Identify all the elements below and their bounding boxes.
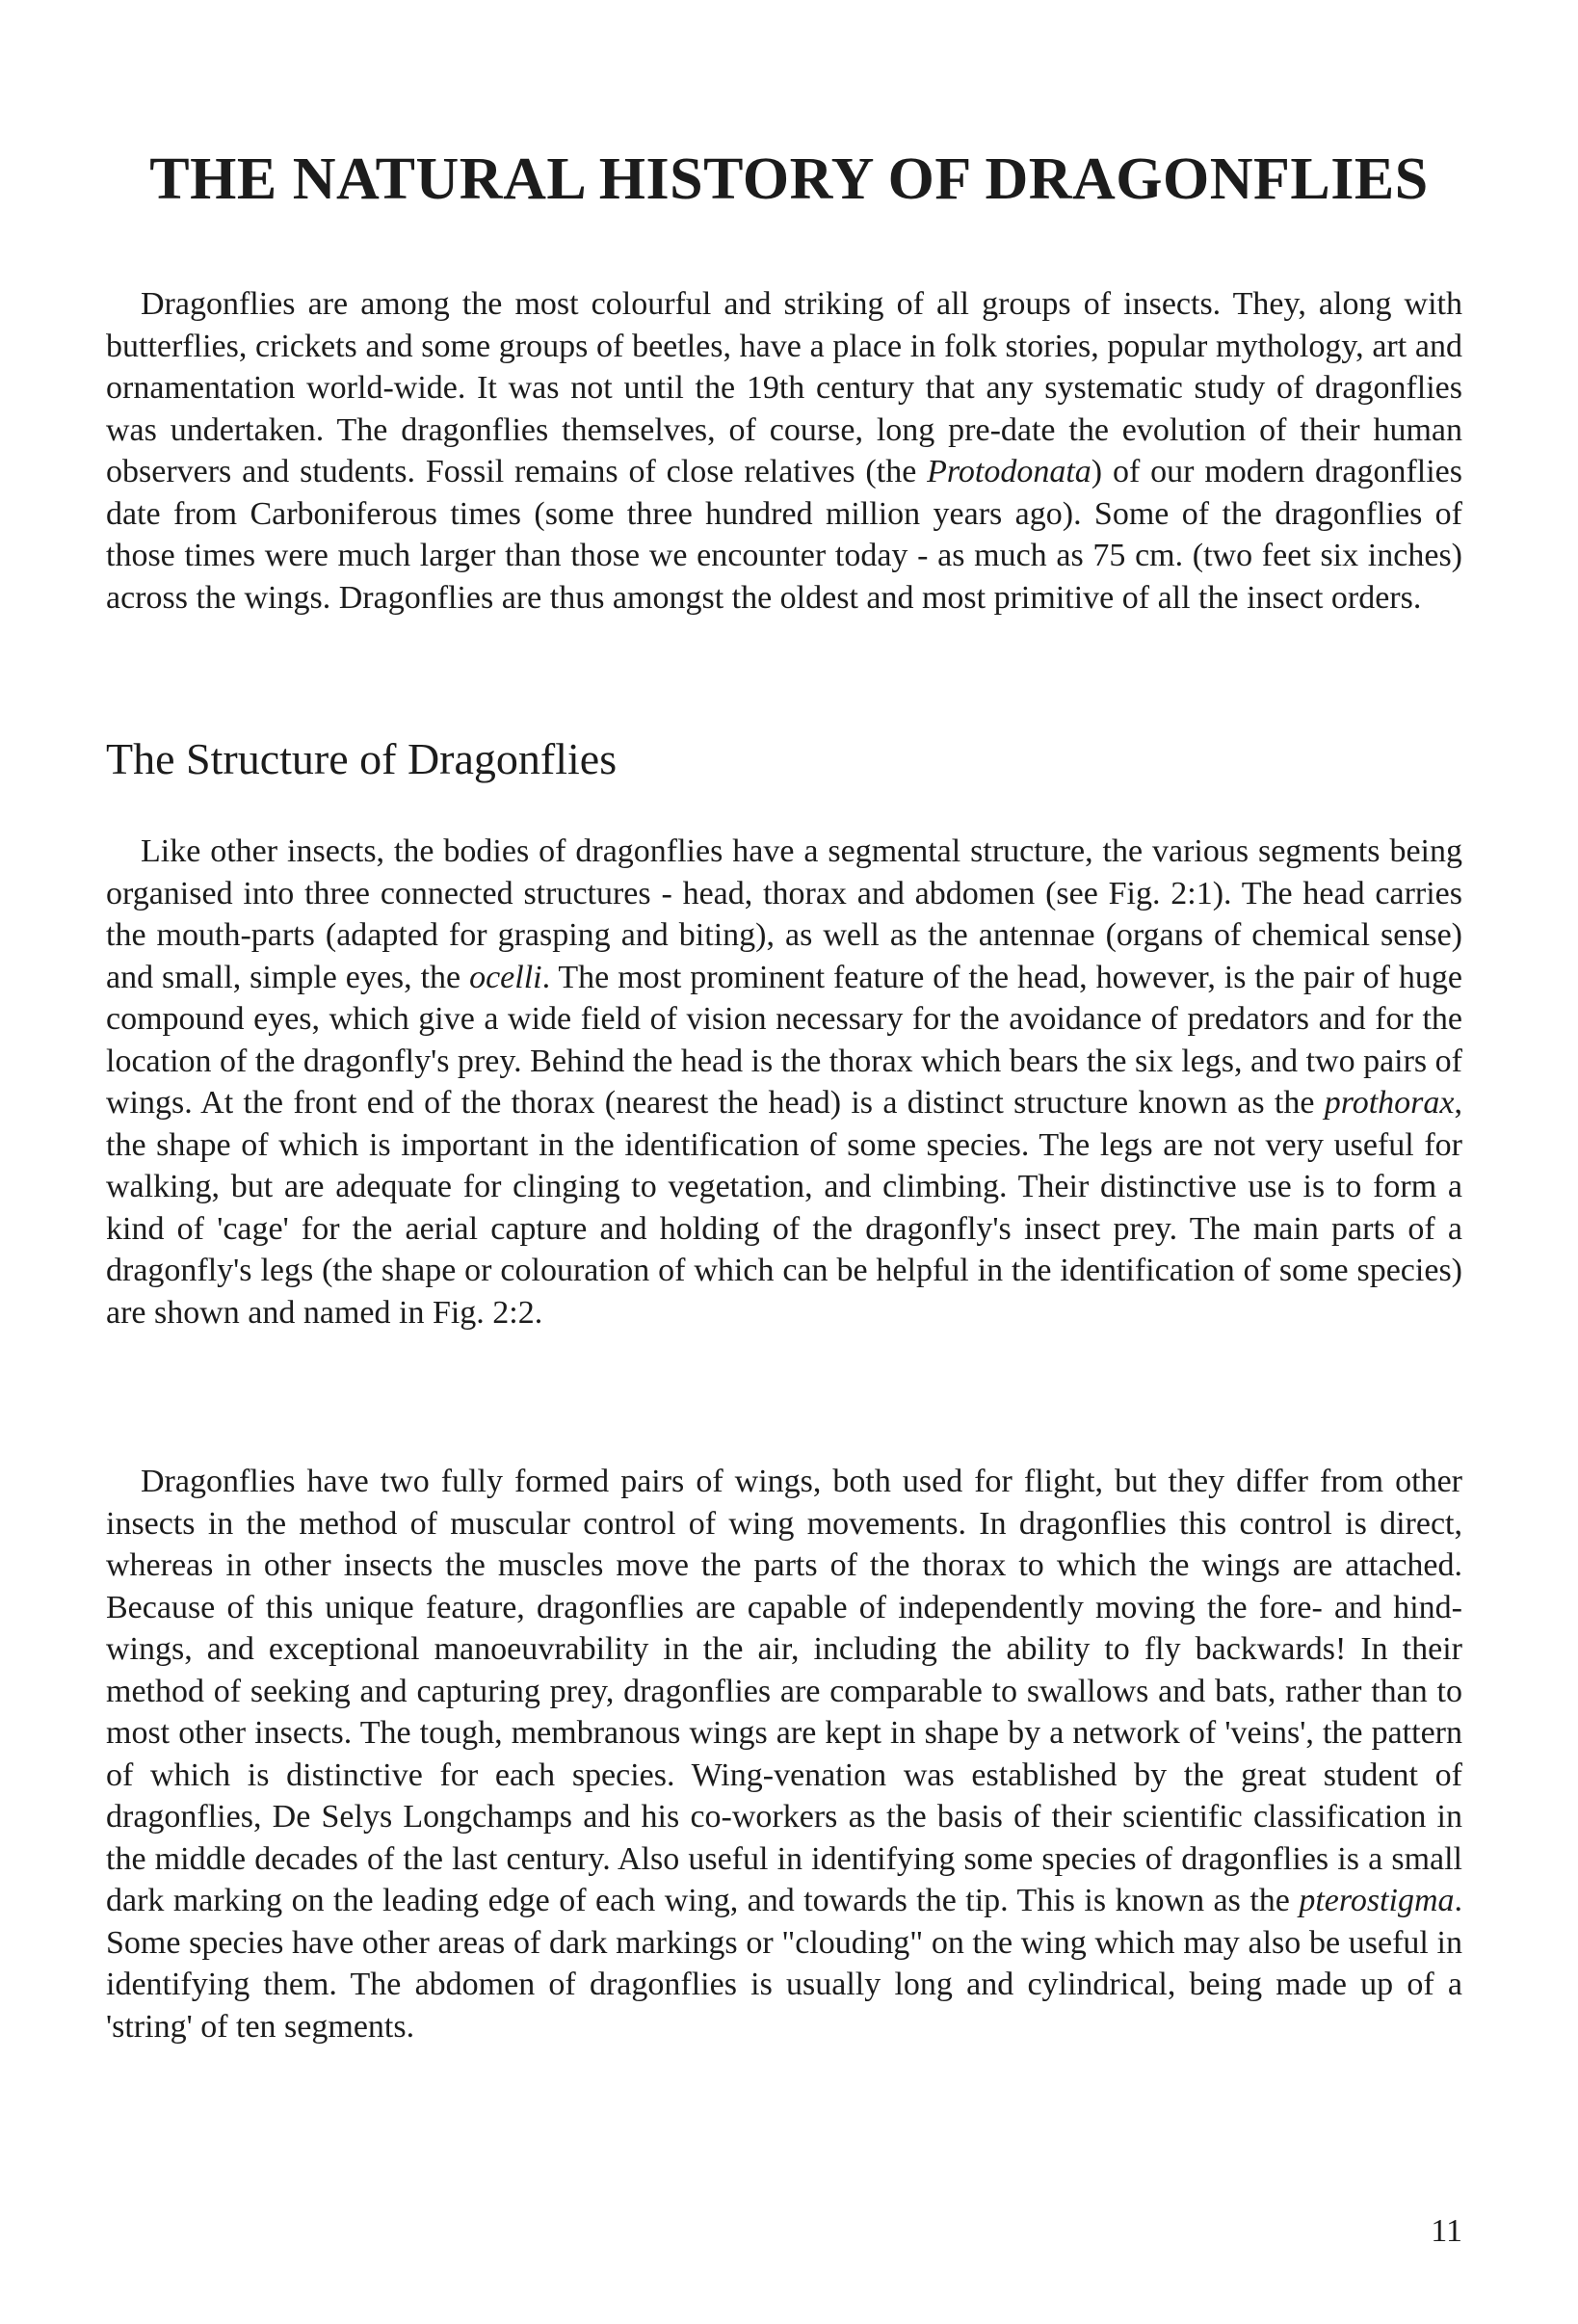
wings-text-a: Dragonflies have two fully formed pairs of wings, both used for flight, but they differ from other insects in the method of muscular control of wing movements. In dragonflies this control is direct, whereas in other insects the muscles move the parts of the thorax to which the wings are attached. Because of this unique feature, dragonflies are capable of independently moving the fore- and hind-wings, and exceptional manoeuvrability in the air, including the ability to fly backwards! In their method of seeking and capturing prey, dragonflies are comparable to swallows and bats, rather than to most other insects. The tough, membranous wings are kept in shape by a network of 'veins', the pattern of which is distinctive for each species. Wing-venation was established by the great student of dragonflies, De Selys Longchamps and his co-workers as the basis of their scientific classification in the middle decades of the last century. Also useful in identifying some species of dragonflies is a small dark marking on the leading edge of each wing, and towards the tip. This is known as the [106, 1464, 1462, 1918]
structure-text-a: Like other insects, the bodies of dragonflies have a segmental structure, the various segments being organised into three connected structures - head, thorax and abdomen (see Fig. 2:1). The head carries the mouth-parts (adapted for grasping and biting), as well as the antennae (organs of chemical sense) and small, simple eyes, the [106, 833, 1462, 995]
section-heading: The Structure of Dragonflies [106, 734, 618, 783]
intro-text-a: Dragonflies are among the most colourful and striking of all groups of insects. They, along with butterflies, crickets and some groups of beetles, have a place in folk stories, popular mythology, art and ornamentation world-wide. It was not until the 19th century that any systematic study of dragonflies was undertaken. The dragonflies themselves, of course, long pre-date the evolution of their human observers and students. Fossil remains of close relatives (the [106, 286, 1462, 489]
structure-italic-prothorax: prothorax [1324, 1085, 1455, 1121]
wings-italic-pterostigma: pterostigma [1299, 1883, 1455, 1918]
structure-italic-ocelli: ocelli [469, 959, 542, 995]
page-title: THE NATURAL HISTORY OF DRAGONFLIES [149, 146, 1429, 212]
structure-paragraph [106, 831, 1462, 1334]
intro-text-b: ) of our modern dragonflies date from Carboniferous times (some three hundred million years ago). Some of the dragonflies of those times were much larger than those we encounter today - as much as 75 cm. (two feet six inches) across the wings. Dragonflies are thus amongst the oldest and most primitive of all the insect orders. [106, 454, 1462, 616]
intro-paragraph [106, 283, 1462, 619]
intro-italic-term: Protodonata [927, 454, 1091, 489]
page-number: 11 [1431, 2213, 1462, 2249]
structure-text-b: . The most prominent feature of the head, however, is the pair of huge compound eyes, which give a wide field of vision necessary for the avoidance of predators and for the location of the dragonfly's prey. Behind the head is the thorax which bears the six legs, and two pairs of wings. At the front end of the thorax (nearest the head) is a distinct structure known as the [106, 959, 1462, 1121]
wings-text-b: . Some species have other areas of dark markings or "clouding" on the wing which may also be useful in identifying them. The abdomen of dragonflies is usually long and cylindrical, being made up of a 'string' of ten segments. [106, 1883, 1462, 2045]
wings-paragraph [106, 1461, 1462, 2047]
structure-text-c: , the shape of which is important in the identification of some species. The legs are not very useful for walking, but are adequate for clinging to vegetation, and climbing. Their distinctive use is to form a kind of 'cage' for the aerial capture and holding of the dragonfly's insect prey. The main parts of a dragonfly's legs (the shape or colouration of which can be helpful in the identification of some species) are shown and named in Fig. 2:2. [106, 1085, 1462, 1331]
